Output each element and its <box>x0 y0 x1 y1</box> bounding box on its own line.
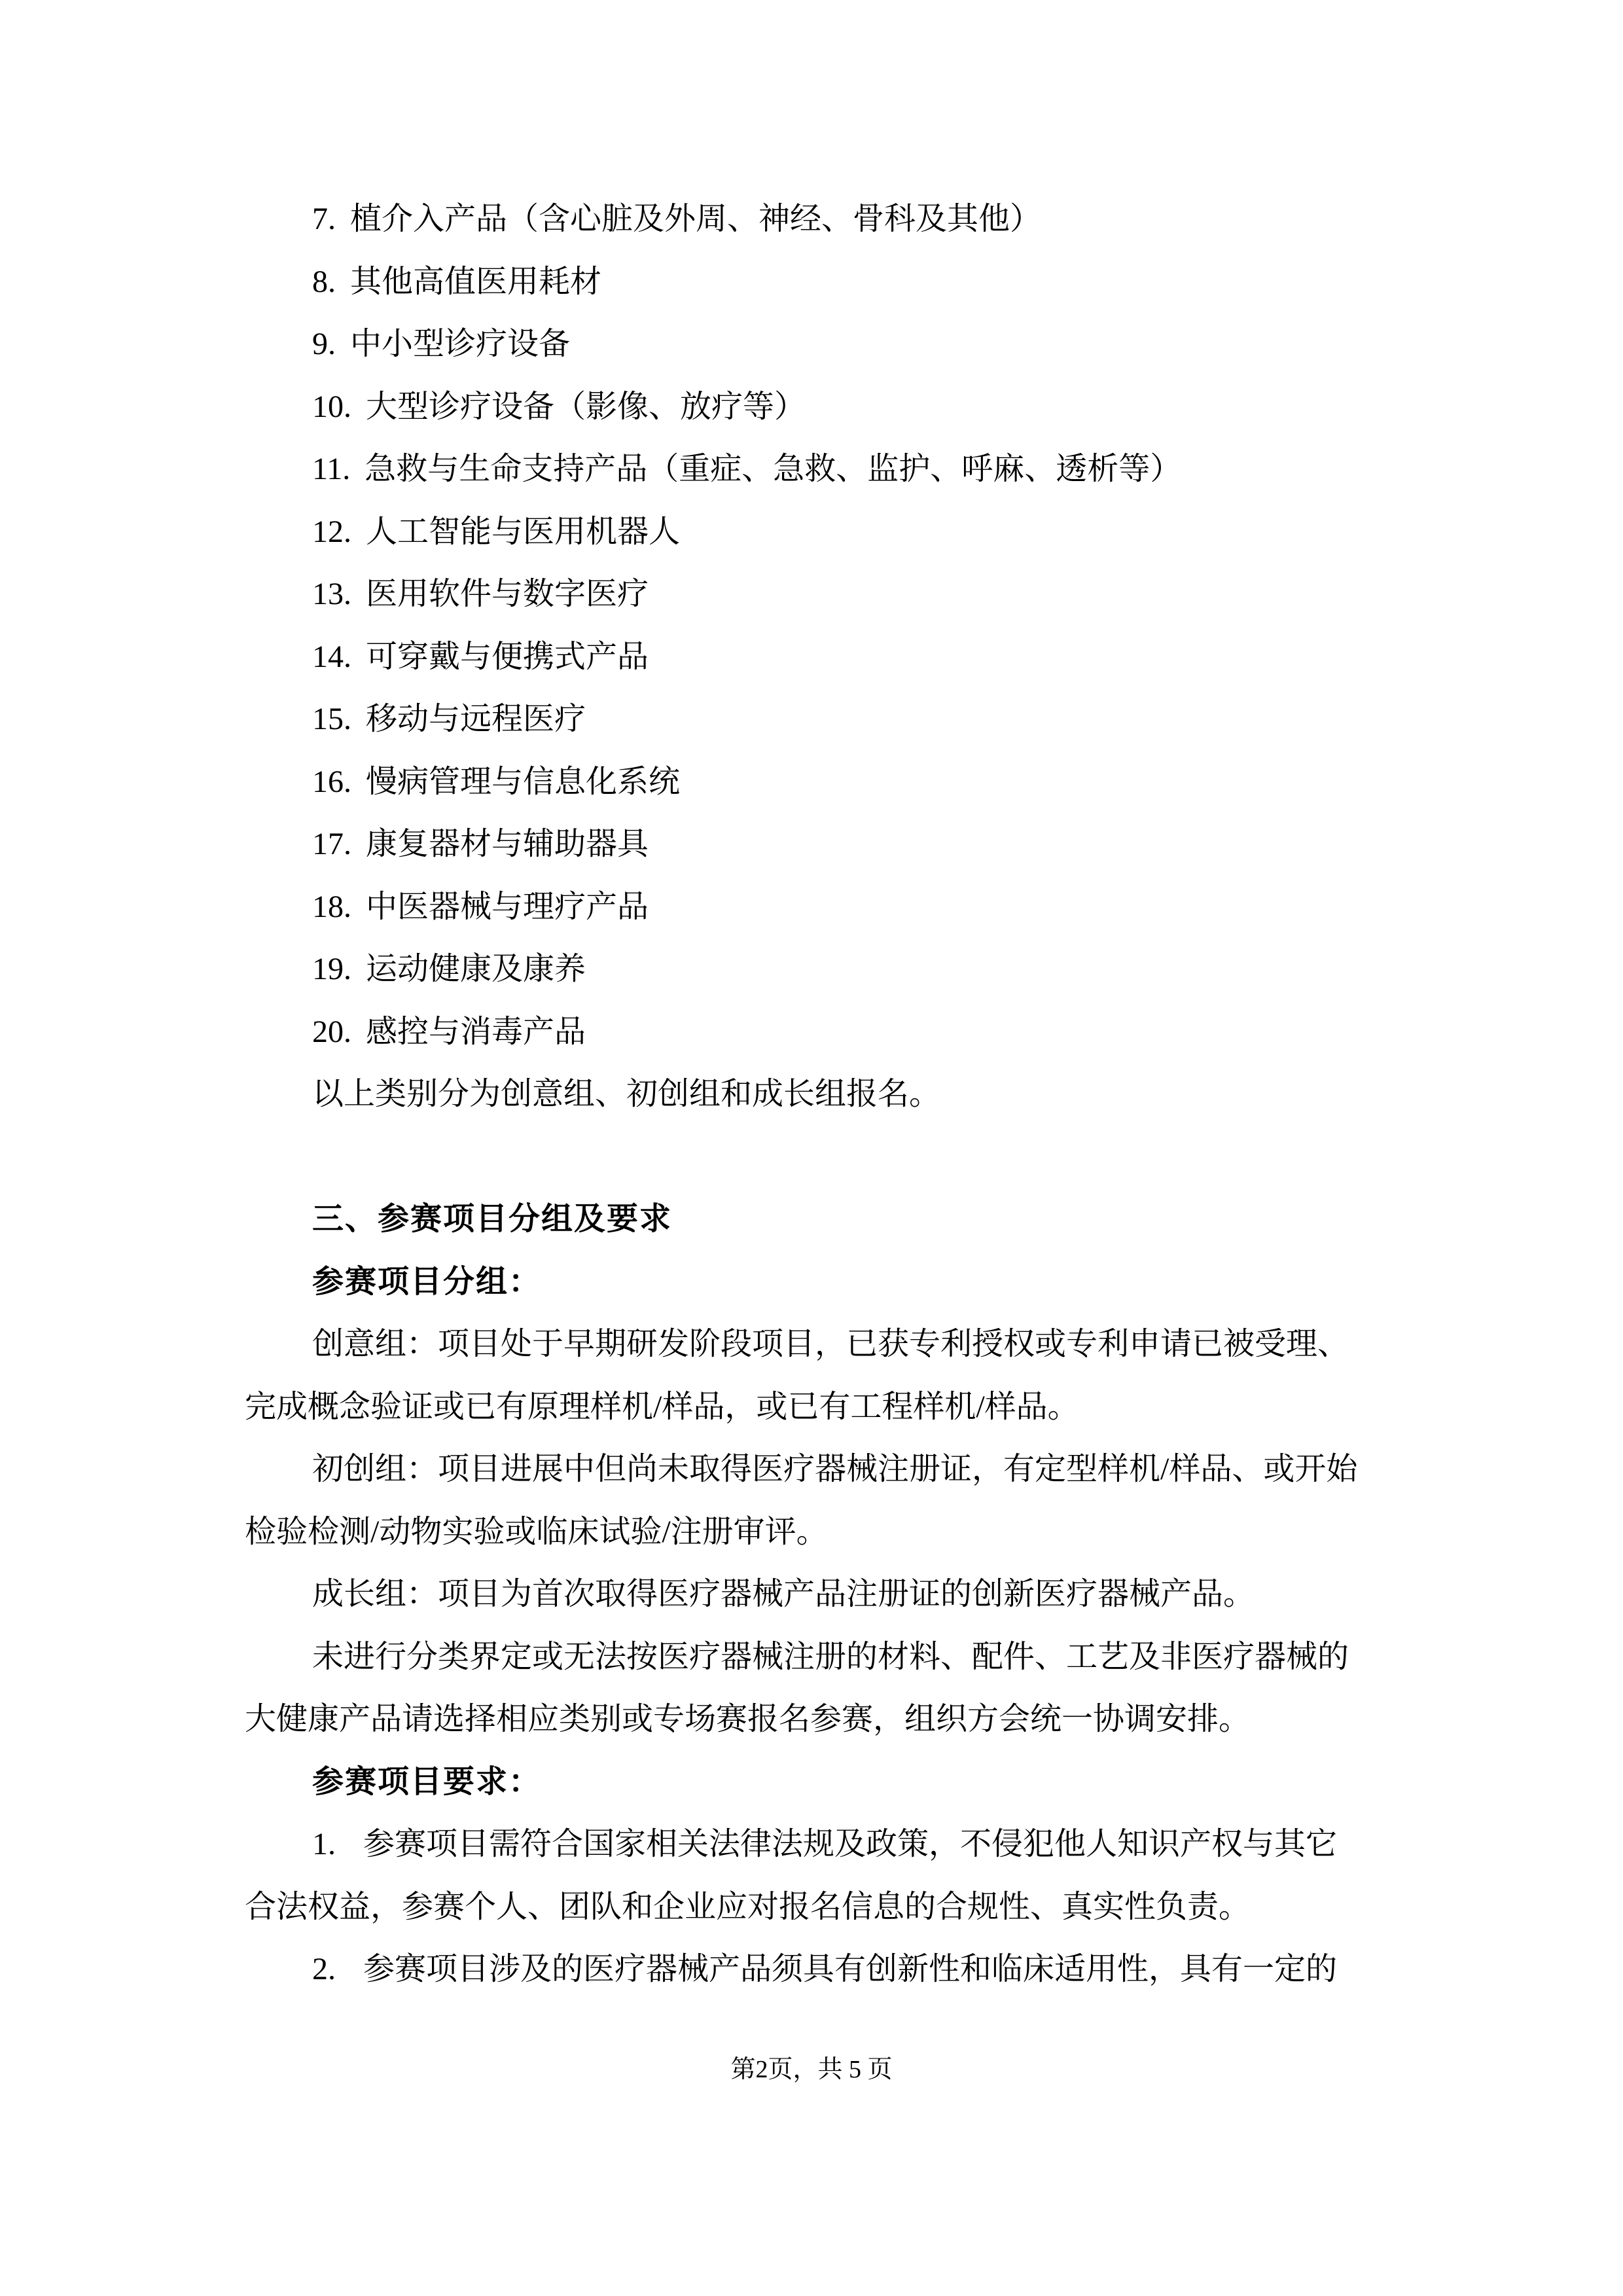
category-label: 移动与远程医疗 <box>366 702 586 736</box>
requirement-line <box>245 1813 1383 1876</box>
category-list-item <box>245 438 1383 501</box>
category-list-item <box>245 251 1383 314</box>
section-heading: 三、参赛项目分组及要求 <box>312 1202 673 1236</box>
category-list-item <box>245 188 1383 251</box>
category-number: 18. <box>312 889 351 924</box>
requirement-text: 参赛项目需符合国家相关法律法规及政策，不侵犯他人知识产权与其它 <box>363 1827 1338 1861</box>
category-label: 中医器械与理疗产品 <box>366 889 649 924</box>
paragraph-line: 成长组：项目为首次取得医疗器械产品注册证的创新医疗器械产品。 <box>312 1577 1255 1611</box>
category-list-item <box>245 813 1383 876</box>
paragraph-line: 初创组：项目进展中但尚未取得医疗器械注册证，有定型样机/样品、或开始 <box>312 1452 1358 1486</box>
requirements-heading: 参赛项目要求： <box>312 1764 542 1799</box>
category-label: 运动健康及康养 <box>366 952 586 986</box>
category-list-item <box>245 626 1383 689</box>
blank-line <box>245 1126 1383 1189</box>
paragraph-line: 检验检测/动物实验或临床试验/注册审评。 <box>245 1514 828 1549</box>
category-list-item <box>245 313 1383 376</box>
category-label: 植介入产品（含心脏及外周、神经、骨科及其他） <box>350 202 1042 236</box>
category-list-item <box>245 938 1383 1001</box>
category-number: 15. <box>312 702 351 736</box>
requirement-text: 合法权益，参赛个人、团队和企业应对报名信息的合规性、真实性负责。 <box>245 1889 1251 1924</box>
requirement-number: 2. <box>312 1952 336 1986</box>
paragraph-line: 创意组：项目处于早期研发阶段项目，已获专利授权或专利申请已被受理、 <box>312 1327 1349 1361</box>
category-number: 19. <box>312 952 351 986</box>
category-number: 17. <box>312 827 351 861</box>
category-number: 14. <box>312 639 351 674</box>
category-number: 11. <box>312 452 351 486</box>
category-number: 9. <box>312 327 336 361</box>
category-number: 10. <box>312 389 351 424</box>
category-label: 大型诊疗设备（影像、放疗等） <box>366 389 806 424</box>
category-number: 13. <box>312 577 351 611</box>
category-label: 感控与消毒产品 <box>366 1014 586 1049</box>
category-label: 人工智能与医用机器人 <box>366 514 681 549</box>
paragraph-line: 大健康产品请选择相应类别或专场赛报名参赛，组织方会统一协调安排。 <box>245 1702 1251 1736</box>
page-body <box>245 188 1383 2001</box>
category-number: 8. <box>312 264 336 299</box>
category-list-item <box>245 688 1383 751</box>
category-list-item <box>245 751 1383 814</box>
category-label: 其他高值医用耗材 <box>350 264 602 299</box>
category-list-item <box>245 876 1383 939</box>
category-label: 中小型诊疗设备 <box>350 327 571 361</box>
category-label: 医用软件与数字医疗 <box>366 577 649 611</box>
categories-note: 以上类别分为创意组、初创组和成长组报名。 <box>312 1077 941 1111</box>
requirement-line <box>245 1876 1383 1939</box>
paragraph-line: 完成概念验证或已有原理样机/样品，或已有工程样机/样品。 <box>245 1389 1079 1424</box>
category-list-item <box>245 563 1383 626</box>
category-number: 20. <box>312 1014 351 1049</box>
requirement-number: 1. <box>312 1827 336 1861</box>
category-list-item <box>245 376 1383 439</box>
requirement-text: 参赛项目涉及的医疗器械产品须具有创新性和临床适用性，具有一定的 <box>363 1952 1338 1986</box>
category-list-item <box>245 1001 1383 1064</box>
category-label: 急救与生命支持产品（重症、急救、监护、呼麻、透析等） <box>365 452 1182 486</box>
category-number: 16. <box>312 764 351 799</box>
category-label: 康复器材与辅助器具 <box>366 827 649 861</box>
category-number: 7. <box>312 202 336 236</box>
category-number: 12. <box>312 514 351 549</box>
requirement-line <box>245 1938 1383 2001</box>
paragraph-line: 未进行分类界定或无法按医疗器械注册的材料、配件、工艺及非医疗器械的 <box>312 1639 1349 1674</box>
category-list-item <box>245 501 1383 564</box>
category-label: 慢病管理与信息化系统 <box>366 764 681 799</box>
grouping-heading: 参赛项目分组： <box>312 1264 542 1299</box>
page-footer: 第2页，共 5 页 <box>730 2056 893 2083</box>
category-label: 可穿戴与便携式产品 <box>366 639 649 674</box>
